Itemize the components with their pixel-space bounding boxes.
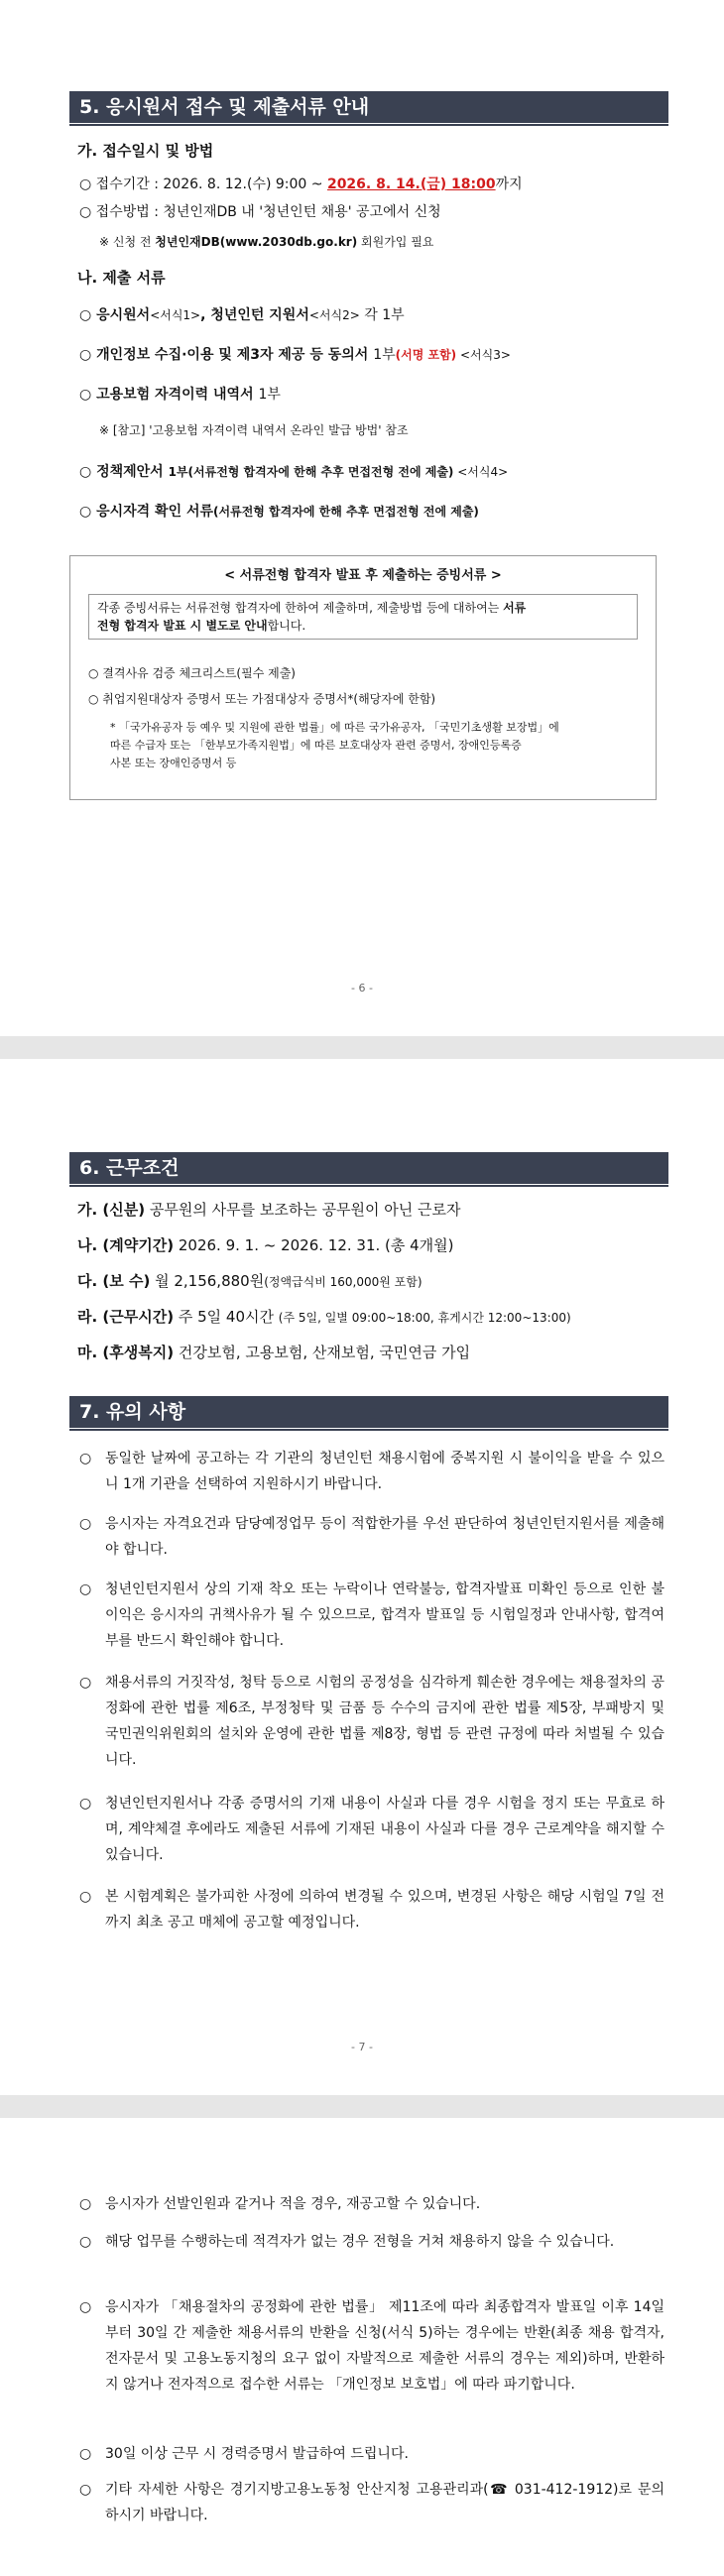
doc-item-2: ○ 개인정보 수집·이용 및 제3자 제공 등 동의서 1부(서명 포함) <서식3> xyxy=(79,347,511,363)
notice-1: ○ 동일한 날짜에 공고하는 각 기관의 청년인턴 채용시험에 중복지원 시 불이익을 받을 수 있으니 1개 기관을 선택하여 지원하시기 바랍니다. xyxy=(79,1451,664,1492)
evidence-docs-box xyxy=(69,555,657,800)
method-line: ○ 접수방법 : 청년인재DB 내 '청년인턴 채용' 공고에서 신청 xyxy=(79,204,441,220)
section-5-title: 5. 응시원서 접수 및 제출서류 안내 xyxy=(69,91,668,123)
cond-ga: 가. (신분) 공무원의 사무를 보조하는 공무원이 아닌 근로자 xyxy=(77,1201,461,1219)
cond-ra: 라. (근무시간) 주 5일 40시간 (주 5일, 일별 09:00~18:00, 휴게시간 12:00~13:00) xyxy=(77,1308,571,1326)
page-6 xyxy=(0,0,724,1036)
box-title: < 서류전형 합격자 발표 후 제출하는 증빙서류 > xyxy=(224,568,502,583)
cond-na: 나. (계약기간) 2026. 9. 1. ~ 2026. 12. 31. (총 4개월) xyxy=(77,1236,454,1254)
page-7 xyxy=(0,1059,724,2095)
notice-5: ○ 청년인턴지원서나 각종 증명서의 기재 내용이 사실과 다를 경우 시험을 정지 또는 무효로 하며, 계약체결 후에라도 제출된 서류에 기재된 내용이 사실과 다를 경우 근로계약을 해지할 수 있습니다. xyxy=(79,1796,664,1863)
box-item-2: ○ 취업지원대상자 증명서 또는 가점대상자 증명서*(해당자에 한함) xyxy=(88,692,436,706)
notice-6: ○ 본 시험계획은 불가피한 사정에 의하여 변경될 수 있으며, 변경된 사항은 해당 시험일 7일 전까지 최초 공고 매체에 공고할 예정입니다. xyxy=(79,1889,664,1931)
doc-item-3: ○ 고용보험 자격이력 내역서 1부 xyxy=(79,387,281,403)
box-item-1: ○ 결격사유 검증 체크리스트(필수 제출) xyxy=(88,666,296,680)
signup-note: ※ 신청 전 청년인재DB(www.2030db.go.kr) 회원가입 필요 xyxy=(99,235,434,249)
doc-item-5: ○ 응시자격 확인 서류(서류전형 합격자에 한해 추후 면접전형 전에 제출) xyxy=(79,504,479,520)
notice-3: ○ 청년인턴지원서 상의 기재 착오 또는 누락이나 연락불능, 합격자발표 미확인 등으로 인한 불이익은 응시자의 귀책사유가 될 수 있으므로, 합격자 발표일 등 시험일정과 안내사항, 합격여부를 반드시 확인해야 합니다. xyxy=(79,1581,664,1649)
doc-item-4: ○ 정책제안서 1부(서류전형 합격자에 한해 추후 면접전형 전에 제출) <서식4> xyxy=(79,464,509,480)
cond-ma: 마. (후생복지) 건강보험, 고용보험, 산재보험, 국민연금 가입 xyxy=(77,1344,471,1361)
notice-8: ○ 해당 업무를 수행하는데 적격자가 없는 경우 전형을 거쳐 채용하지 않을 수 있습니다. xyxy=(79,2234,615,2250)
section-6-title: 6. 근무조건 xyxy=(69,1152,668,1184)
page-number: - 6 - xyxy=(351,982,373,995)
deadline: 2026. 8. 14.(금) 18:00 xyxy=(326,176,496,192)
notice-4: ○ 채용서류의 거짓작성, 청탁 등으로 시험의 공정성을 심각하게 훼손한 경우에는 채용절차의 공정화에 관한 법률 제6조, 부정청탁 및 금품 등 수수의 금지에 관한 법률 제5장, 부패방지 및 국민권익위원회의 설치와 운영에 관한 법률 제8장, 형법 등 관련 규정에 따라 처벌될 수 있습니다. xyxy=(79,1675,664,1768)
box-notice: 각종 증빙서류는 서류전형 합격자에 한하여 제출하며, 제출방법 등에 대하여는 서류 전형 합격자 발표 시 별도로 안내합니다. xyxy=(88,594,638,640)
section-7-title: 7. 유의 사항 xyxy=(69,1396,668,1428)
page-8 xyxy=(0,2118,724,2576)
box-footnote: * 「국가유공자 등 예우 및 지원에 관한 법률」에 따른 국가유공자, 「국민기초생활 보장법」에 따른 수급자 또는 「한부모가족지원법」에 따른 보호대상자 관련 증명서, 장애인등록증 사본 또는 장애인증명서 등 xyxy=(110,721,559,769)
notice-10: ○ 30일 이상 근무 시 경력증명서 발급하여 드립니다. xyxy=(79,2446,409,2462)
notice-11: ○ 기타 자세한 사항은 경기지방고용노동청 안산지청 고용관리과(☎ 031-412-1912)로 문의하시기 바랍니다. xyxy=(79,2482,664,2523)
cond-da: 다. (보 수) 월 2,156,880원(정액급식비 160,000원 포함) xyxy=(77,1272,422,1290)
notice-9: ○ 응시자가 「채용절차의 공정화에 관한 법률」 제11조에 따라 최종합격자 발표일 이후 14일부터 30일 간 제출한 채용서류의 반환을 신청(서식 5)하는 경우에는 반환(최종 채용 합격자, 전자문서 및 고용노동지청의 요구 없이 자발적으로 제출한 서류의 경우는 제외)하며, 반환하지 않거나 전자적으로 접수한 서류는 「개인정보 보호법」에 따라 파기합니다. xyxy=(79,2299,664,2393)
page-number: - 7 - xyxy=(351,2041,373,2053)
notice-7: ○ 응시자가 선발인원과 같거나 적을 경우, 재공고할 수 있습니다. xyxy=(79,2196,481,2212)
subheading-na: 나. 제출 서류 xyxy=(77,269,166,287)
notice-2: ○ 응시자는 자격요건과 담당예정업무 등이 적합한가를 우선 판단하여 청년인턴지원서를 제출해야 합니다. xyxy=(79,1516,664,1558)
doc-item-3-note: ※ [참고] '고용보험 자격이력 내역서 온라인 발급 방법' 참조 xyxy=(99,423,409,437)
subheading-ga: 가. 접수일시 및 방법 xyxy=(77,142,214,160)
doc-item-1: ○ 응시원서<서식1>, 청년인턴 지원서<서식2> 각 1부 xyxy=(79,307,405,323)
period-line: ○ 접수기간 : 2026. 8. 12.(수) 9:00 ~ 2026. 8. 14.(금) 18:00까지 xyxy=(79,176,523,192)
